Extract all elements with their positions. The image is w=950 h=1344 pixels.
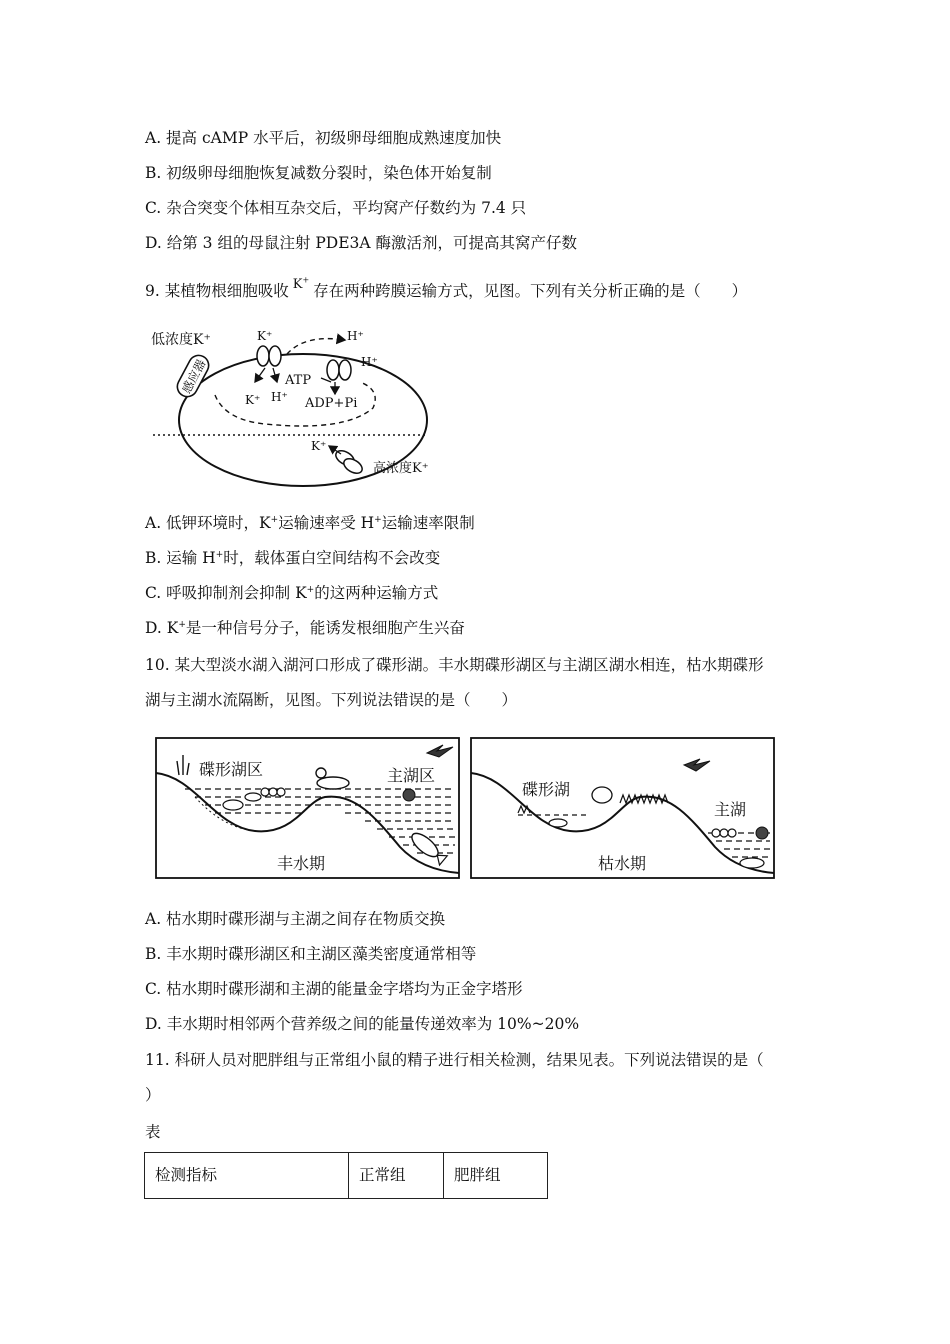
k-top-label: K⁺ — [257, 329, 273, 343]
q9-option-a: A. 低钾环境时，K+运输速率受 H+运输速率限制 — [145, 514, 475, 532]
plankton-icon — [756, 827, 768, 839]
q11-table-label: 表 — [145, 1123, 161, 1141]
q10-option-a: A. 枯水期时碟形湖与主湖之间存在物质交换 — [145, 910, 446, 928]
q10-option-b: B. 丰水期时碟形湖区和主湖区藻类密度通常相等 — [145, 945, 477, 963]
proton-pump — [327, 360, 351, 380]
results-table — [144, 1152, 548, 1199]
q8-option-d: D. 给第 3 组的母鼠注射 PDE3A 酶激活剂，可提高其窝产仔数 — [145, 234, 578, 252]
dry-dish-lake-label: 碟形湖 — [522, 780, 571, 799]
dry-period-label: 枯水期 — [598, 854, 647, 873]
plankton-icon — [403, 789, 415, 801]
q9-option-b: B. 运输 H+时，载体蛋白空间结构不会改变 — [145, 549, 441, 567]
k-bottom-label: K⁺ — [311, 439, 327, 453]
h-inside-label: H⁺ — [271, 390, 288, 404]
q10-stem-line2: 湖与主湖水流隔断，见图。下列说法错误的是（ ） — [145, 691, 518, 709]
animal-icon — [592, 787, 612, 803]
low-concentration-label: 低浓度K⁺ — [151, 332, 211, 348]
wet-main-lake-label: 主湖区 — [387, 766, 436, 785]
h-top-label: H⁺ — [347, 329, 364, 343]
table-header-cell: 检测指标 — [145, 1153, 349, 1199]
q10-option-c: C. 枯水期时碟形湖和主湖的能量金字塔均为正金字塔形 — [145, 980, 523, 998]
adp-label: ADP+Pi — [305, 396, 358, 411]
q8-option-c: C. 杂合突变个体相互杂交后，平均窝产仔数约为 7.4 只 — [145, 199, 527, 217]
h-in-arrow — [273, 368, 277, 382]
table-header-cell: 正常组 — [349, 1153, 444, 1199]
k-inside-label: K⁺ — [245, 393, 261, 407]
dry-season-figure — [470, 737, 775, 879]
q8-option-a: A. 提高 cAMP 水平后，初级卵母细胞成熟速度加快 — [145, 129, 502, 147]
q9-option-d: D. K+是一种信号分子，能诱发根细胞产生兴奋 — [145, 619, 465, 637]
k-bottom-arrow — [329, 446, 341, 454]
q11-stem-line2: ） — [145, 1086, 161, 1104]
wet-dish-lake-label: 碟形湖区 — [199, 760, 264, 779]
wet-period-label: 丰水期 — [277, 854, 326, 873]
q10-stem-line1: 10. 某大型淡水湖入湖河口形成了碟形湖。丰水期碟形湖区与主湖区湖水相连，枯水期碟形 — [145, 656, 764, 674]
sensor — [174, 352, 212, 400]
svg-text:感应器: 感应器 — [179, 357, 209, 396]
wet-season-figure — [155, 737, 460, 879]
dry-main-lake-label: 主湖 — [714, 800, 747, 819]
atp-label: ATP — [285, 373, 312, 388]
k-h-cotransporter — [257, 346, 281, 366]
q11-stem-line1: 11. 科研人员对肥胖组与正常组小鼠的精子进行相关检测，结果见表。下列说法错误的是（ — [145, 1051, 764, 1069]
q8-option-b: B. 初级卵母细胞恢复减数分裂时，染色体开始复制 — [145, 164, 492, 182]
q9-stem: 9. 某植物根细胞吸收 $^{K^+}$存在两种跨膜运输方式，见图。下列有关分析正确的是（ ） — [145, 275, 748, 300]
k-in-arrow — [255, 368, 265, 382]
k-transport-diagram — [145, 320, 445, 490]
q9-option-c: C. 呼吸抑制剂会抑制 K+的这两种运输方式 — [145, 584, 439, 602]
h-pump-arrow — [287, 339, 345, 354]
q10-option-d: D. 丰水期时相邻两个营养级之间的能量传递效率为 10%~20% — [145, 1015, 580, 1033]
table-header-row — [145, 1153, 548, 1199]
fish-icon — [740, 858, 764, 868]
high-concentration-label: 高浓度K⁺ — [373, 461, 429, 476]
table-header-cell: 肥胖组 — [444, 1153, 548, 1199]
q9-stem-k: K+ — [292, 275, 310, 292]
h-right-label: H⁺ — [361, 355, 378, 369]
